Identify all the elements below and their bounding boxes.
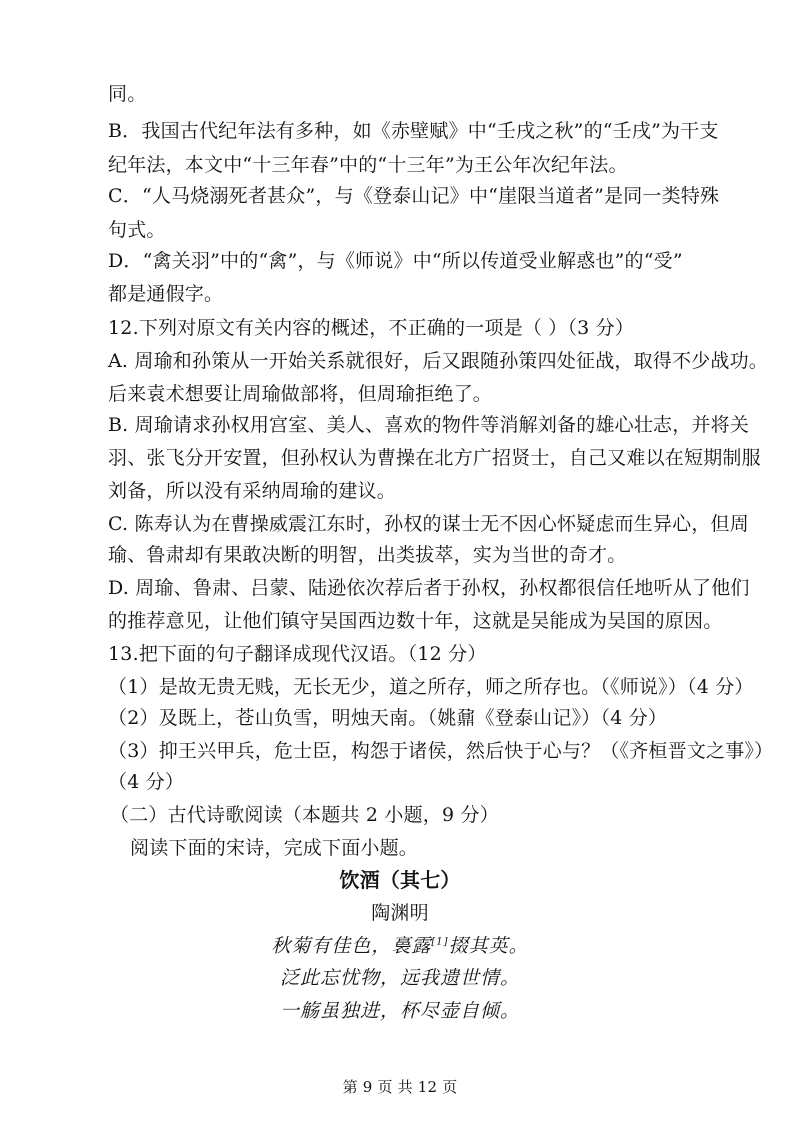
poem-author: 陶渊明 <box>371 902 429 924</box>
text-line: 都是通假字。 <box>108 283 224 305</box>
option-c-line: C．“人马烧溺死者甚众”，与《登泰山记》中“崖限当道者”是同一类特殊 <box>108 185 720 207</box>
text-line: 句式。 <box>108 219 166 241</box>
option-b-line: B. 周瑜请求孙权用宫室、美人、喜欢的物件等消解刘备的雄心壮志，并将关 <box>108 414 750 436</box>
section-heading: （二）古代诗歌阅读（本题共 2 小题，9 分） <box>110 804 499 826</box>
option-c-line: C. 陈寿认为在曹操威震江东时，孙权的谋士无不因心怀疑虑而生异心，但周 <box>108 513 749 535</box>
question-13: 13.把下面的句子翻译成现代汉语。（12 分） <box>108 643 487 665</box>
option-d-line: D. 周瑜、鲁肃、吕蒙、陆逊依次荐后者于孙权，孙权都很信任地听从了他们 <box>108 577 750 599</box>
translation-item-3: （3）抑王兴甲兵，危士臣，构怨于诸侯，然后快于心与？（《齐桓晋文之事》） <box>108 740 774 762</box>
text-line: 的推荐意见，让他们镇守吴国西边数十年，这就是吴能成为吴国的原因。 <box>108 610 723 632</box>
question-12: 12.下列对原文有关内容的概述，不正确的一项是（ ）（3 分） <box>108 317 635 339</box>
poem-line-2: 泛此忘忧物，远我遗世情。 <box>279 967 520 989</box>
text-line: 瑜、鲁肃却有果敢决断的明智，出类拔萃，实为当世的奇才。 <box>108 544 627 566</box>
section-instruction: 阅读下面的宋诗，完成下面小题。 <box>130 837 419 859</box>
text-line: 同。 <box>108 83 147 105</box>
poem-title: 饮酒（其七） <box>339 868 461 892</box>
poem-line-text: 秋菊有佳色，裛露 <box>271 935 432 957</box>
translation-item-2: （2）及既上，苍山负雪，明烛天南。（姚鼐《登泰山记》）（4 分） <box>108 707 668 729</box>
option-a-line: A. 周瑜和孙策从一开始关系就很好，后又跟随孙策四处征战，取得不少战功。 <box>108 350 769 372</box>
text-line: 后来袁术想要让周瑜做部将，但周瑜拒绝了。 <box>108 383 493 405</box>
text-line: 刘备，所以没有采纳周瑜的建议。 <box>108 480 397 502</box>
text-line: 羽、张飞分开安置，但孙权认为曹操在北方广招贤士，自己又难以在短期制服 <box>108 447 761 469</box>
poem-line-text: 掇其英。 <box>448 935 529 957</box>
text-line: 纪年法，本文中“十三年春”中的“十三年”为王公年次纪年法。 <box>108 154 628 176</box>
poem-line-3: 一觞虽独进，杯尽壶自倾。 <box>279 1000 520 1022</box>
poem-line-1 <box>0 934 800 958</box>
footnote-marker: [1] <box>431 936 449 948</box>
option-d-line: D．“禽关羽”中的“禽”，与《师说》中“所以传道受业解惑也”的“受” <box>108 250 683 272</box>
page-number-footer: 第 9 页 共 12 页 <box>342 1078 458 1096</box>
text-line: （4 分） <box>108 771 185 793</box>
option-b-line: B．我国古代纪年法有多种，如《赤壁赋》中“壬戌之秋”的“壬戌”为干支 <box>108 120 719 142</box>
translation-item-1: （1）是故无贵无贱，无长无少，道之所存，师之所存也。（《师说》）（4 分） <box>108 676 754 698</box>
